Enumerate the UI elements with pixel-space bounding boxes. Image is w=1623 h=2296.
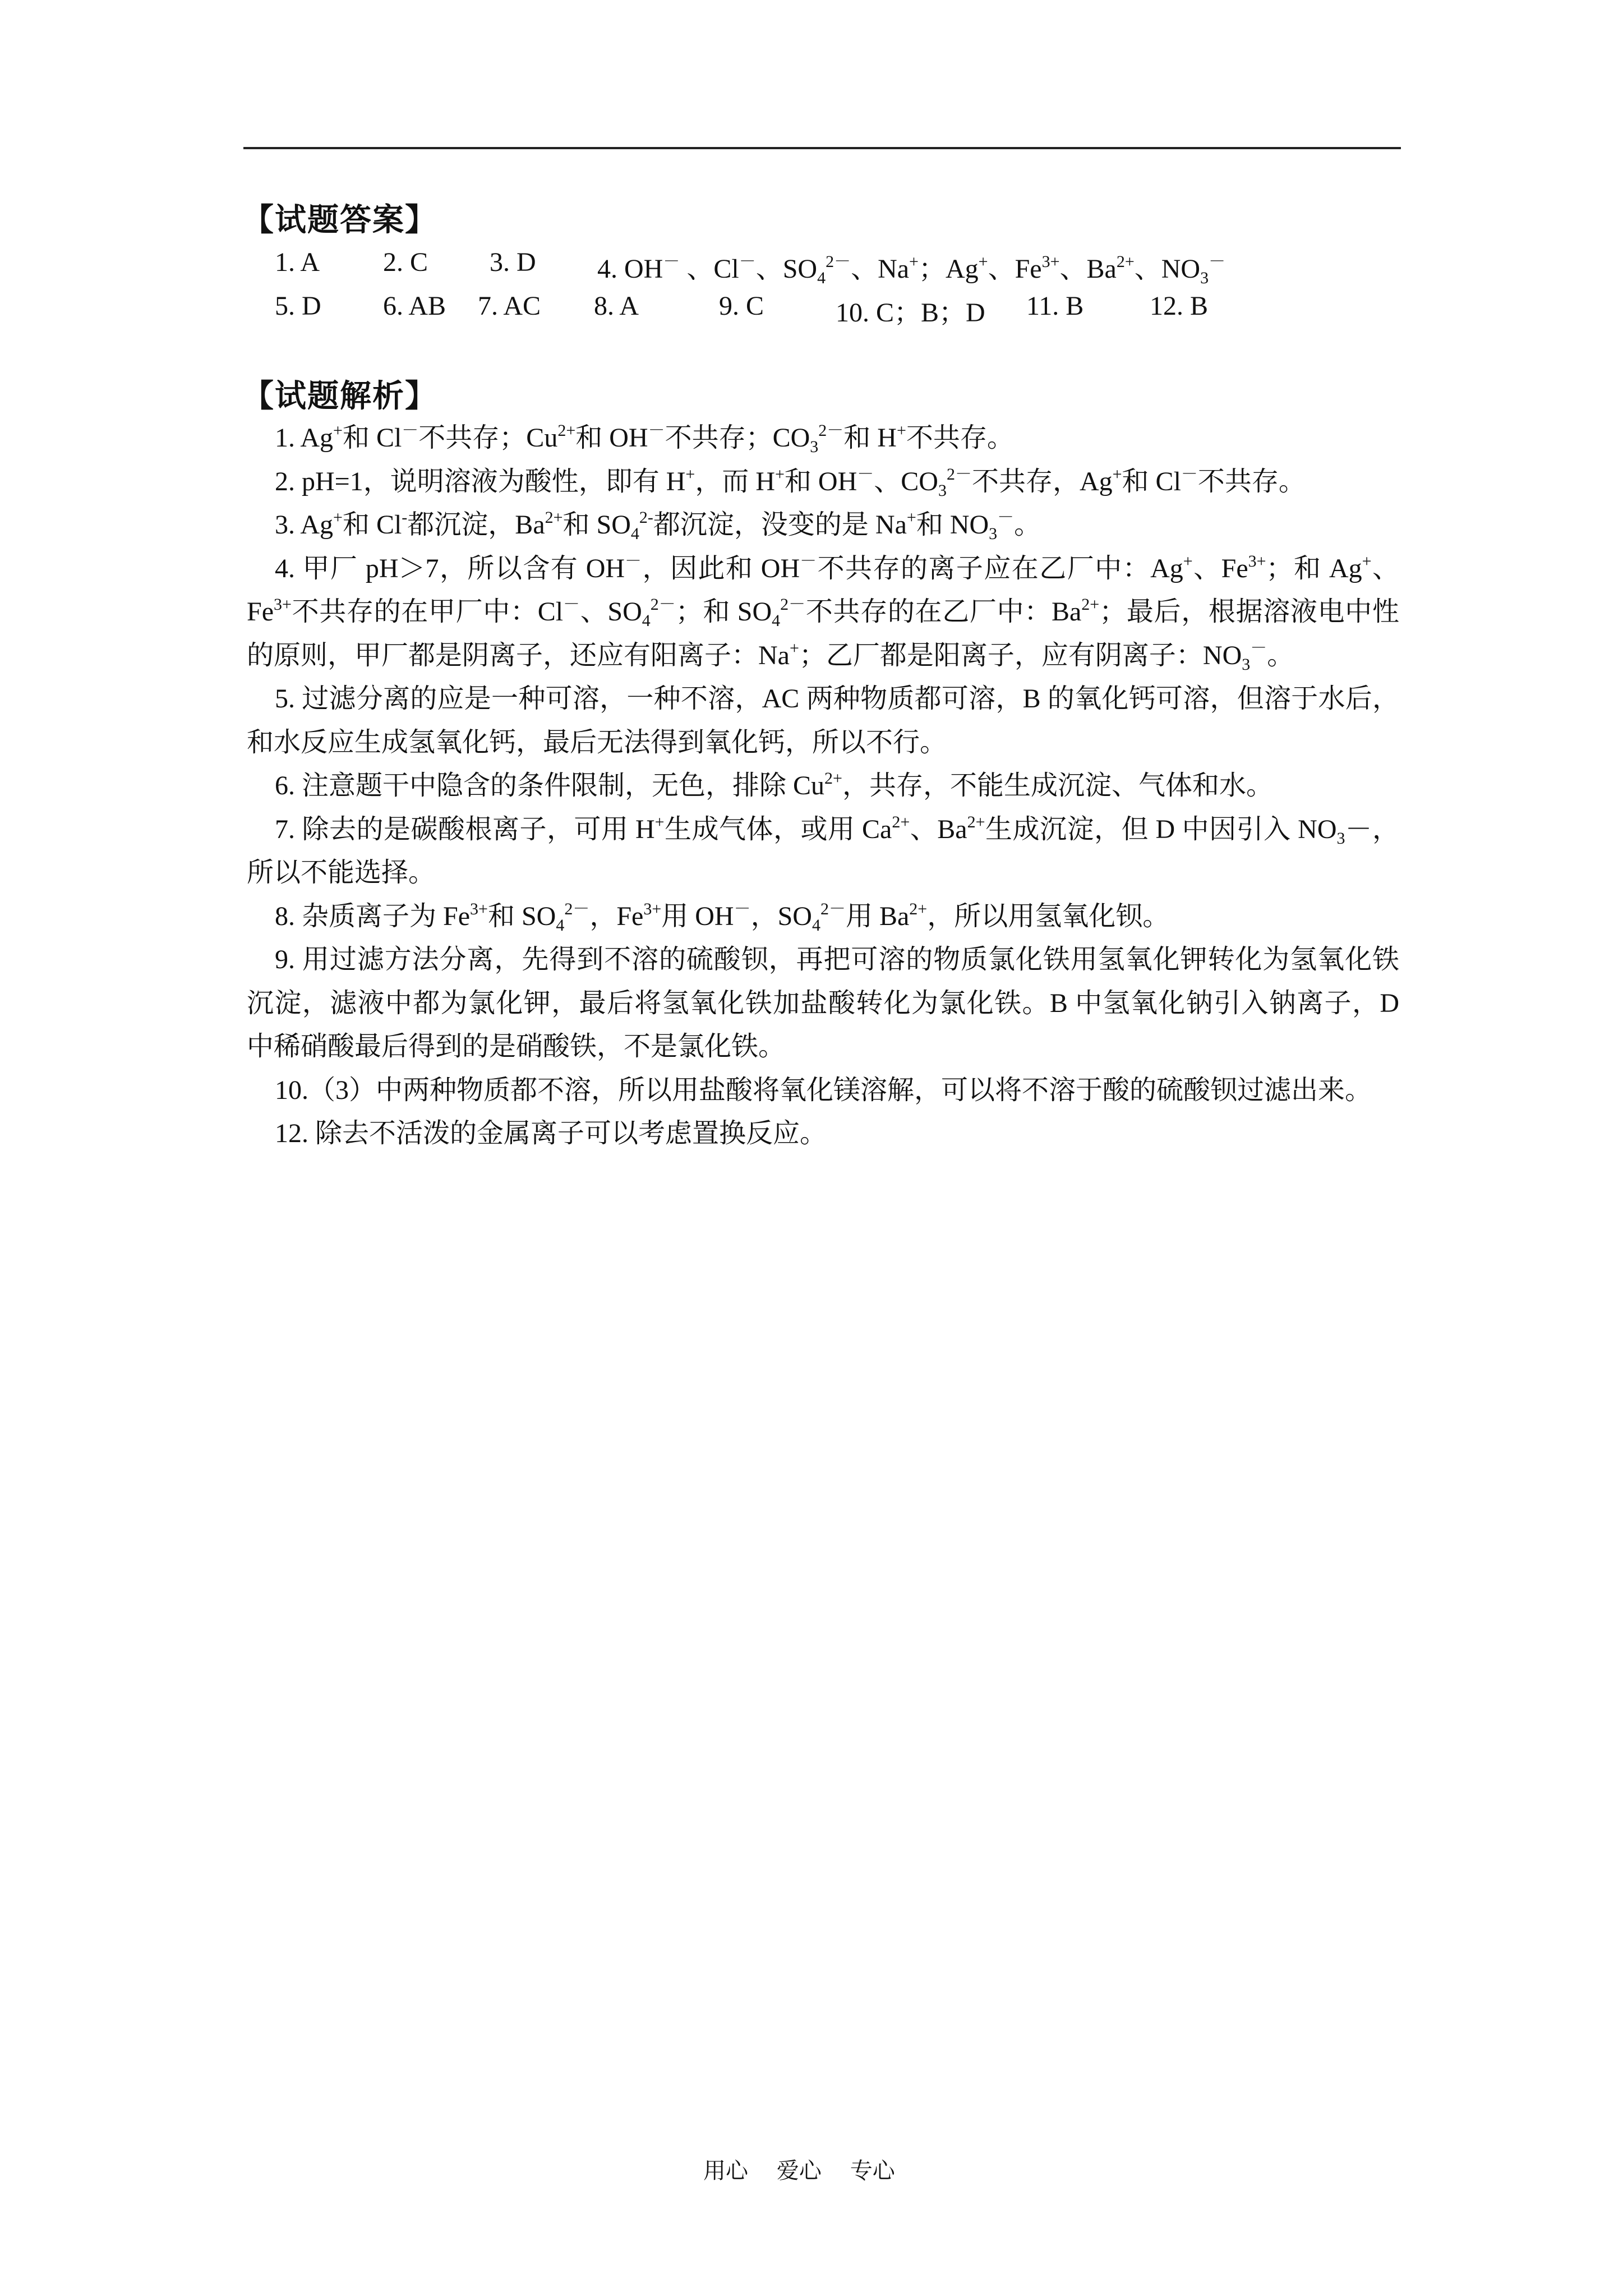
analysis-item-7: 7. 除去的是碳酸根离子，可用 H+生成气体，或用 $Ca^{2+}$、$Ba^{2+}$生成沉淀，但 D 中因引入 $NO_3-$，所以不能选择。 bbox=[247, 812, 1399, 887]
analysis-item-3: 3. Ag+和 Cl-都沉淀，$Ba^{2+}$和 $SO_4^{2-}$都沉淀，没变的是 Na+和 $NO_3^-$。 bbox=[275, 508, 1041, 543]
analysis-item-8: 8. 杂质离子为 $Fe^{3+}$和 $SO_4^{2-}$，$Fe^{3+}$用 OH－，$SO_4^{2-}$用 $Ba^{2+}$，所以用氢氧化钡。 bbox=[275, 899, 1170, 935]
analysis-item-10: 10.（3）中两种物质都不溶，所以用盐酸将氧化镁溶解，可以将不溶于酸的硫酸钡过滤出来。 bbox=[275, 1075, 1372, 1105]
header-rule bbox=[243, 147, 1401, 149]
answer-10: 10. C；B；D bbox=[836, 298, 985, 328]
answer-3: 3. D bbox=[490, 247, 536, 277]
answer-7: 7. AC bbox=[478, 291, 541, 321]
analysis-item-6: 6. 注意题干中隐含的条件限制，无色，排除 $Cu^{2+}$，共存，不能生成沉淀、气体和水。 bbox=[275, 769, 1273, 800]
analysis-item-4: 4. 甲厂 pH＞7，所以含有 OH－，因此和 OH－不共存的离子应在乙厂中：Ag+、$Fe^{3+}$；和 Ag+、$Fe^{3+}$不共存的在甲厂中：Cl－、$SO_4^{2-}$；和 $SO_4^{2-}$不共存的在乙厂中：$Ba^{2+}$；最后，根据溶液电中性的原则，甲厂都是阴离子，还应有阳离子：Na+；乙厂都是阳离子，应有阴离子：$NO_3^-$。 bbox=[247, 551, 1399, 674]
analysis-item-1: 1. Ag+和 Cl－不共存；$Cu^{2+}$和 OH－不共存；$CO_3^{2-}$和 H+不共存。 bbox=[275, 421, 1014, 456]
answer-5: 5. D bbox=[275, 291, 321, 321]
answer-2: 2. C bbox=[383, 247, 428, 277]
answer-1: 1. A bbox=[275, 247, 320, 277]
analysis-item-12: 12. 除去不活泼的金属离子可以考虑置换反应。 bbox=[275, 1119, 827, 1148]
analysis-heading: 【试题解析】 bbox=[242, 378, 437, 415]
analysis-body bbox=[247, 416, 1399, 1156]
answer-4: 4. OH－ 、Cl－、$SO_4^{2-}$、Na+；Ag+、$Fe^{3+}$、$Ba^{2+}$、$NO_3^-$ bbox=[597, 252, 1226, 287]
answer-8: 8. A bbox=[594, 291, 639, 321]
answer-9: 9. C bbox=[719, 291, 764, 321]
page-footer: 用心 爱心 专心 bbox=[703, 2158, 895, 2184]
answer-11: 11. B bbox=[1026, 291, 1084, 321]
answers-heading: 【试题答案】 bbox=[242, 202, 437, 238]
analysis-item-5: 5. 过滤分离的应是一种可溶，一种不溶，AC 两种物质都可溶，B 的氧化钙可溶，但溶于水后，和水反应生成氢氧化钙，最后无法得到氧化钙，所以不行。 bbox=[247, 684, 1399, 757]
analysis-item-9: 9. 用过滤方法分离，先得到不溶的硫酸钡，再把可溶的物质氯化铁用氢氧化钾转化为氢氧化铁沉淀，滤液中都为氯化钾，最后将氢氧化铁加盐酸转化为氯化铁。B 中氢氧化钠引入钠离子，D 中稀硝酸最后得到的是硝酸铁，不是氯化铁。 bbox=[247, 945, 1399, 1061]
answer-6: 6. AB bbox=[383, 291, 446, 321]
answer-12: 12. B bbox=[1150, 291, 1209, 321]
analysis-item-2: 2. pH=1，说明溶液为酸性，即有 H+，而 H+和 OH－、$CO_3^{2-}$不共存，Ag+和 Cl－不共存。 bbox=[275, 464, 1306, 500]
